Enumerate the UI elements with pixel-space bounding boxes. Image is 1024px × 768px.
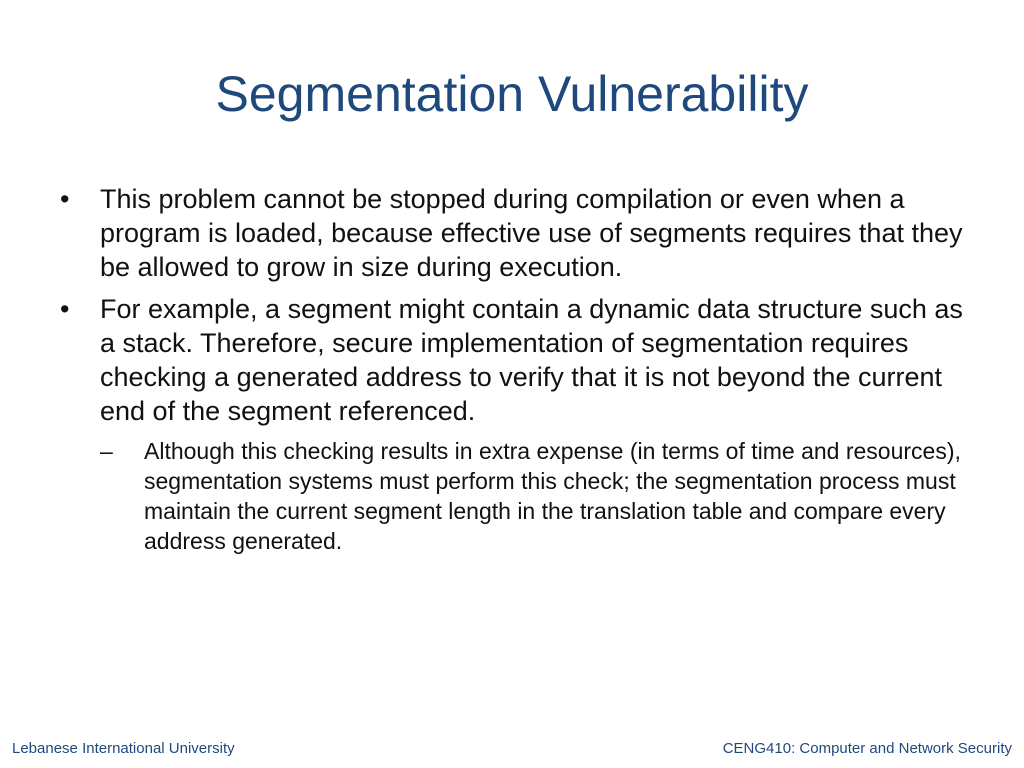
sub-bullet-marker: –	[100, 438, 113, 464]
footer-left-text: Lebanese International University	[12, 740, 235, 757]
bullet-marker: •	[60, 184, 70, 214]
bullet-text: For example, a segment might contain a dynamic data structure such as a stack. Therefore, secure implementation of segmentation requires checking a generated address to verify that it is not beyond the current end of the segment referenced.	[100, 294, 963, 426]
slide-content	[56, 182, 976, 556]
bullet-item	[56, 182, 976, 284]
slide-title: Segmentation Vulnerability	[215, 66, 809, 122]
bullet-item	[56, 292, 976, 428]
footer-right-text: CENG410: Computer and Network Security	[722, 740, 1012, 757]
sub-bullet-item	[100, 436, 976, 556]
bullet-text: This problem cannot be stopped during compilation or even when a program is loaded, because effective use of segments requires that they be allowed to grow in size during execution.	[100, 184, 963, 282]
bullet-marker: •	[60, 294, 70, 324]
sub-bullet-text: Although this checking results in extra expense (in terms of time and resources), segmentation systems must perform this check; the segmentation process must maintain the current segment length in the translation table and compare every address generated.	[144, 438, 961, 554]
